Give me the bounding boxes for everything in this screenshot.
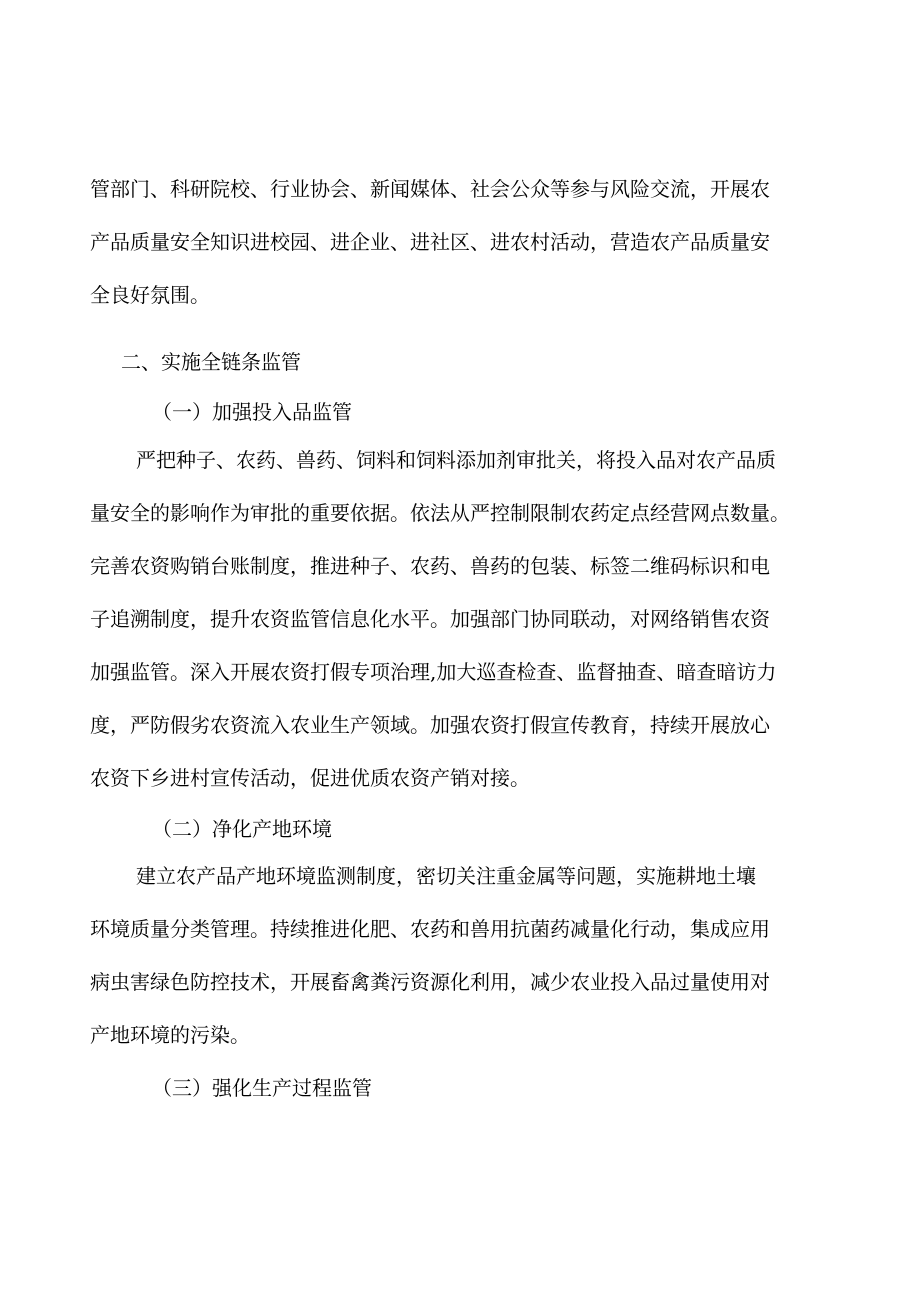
subsection-1-line-7: 农资下乡进村宣传活动，促进优质农资产销对接。 (90, 766, 530, 790)
subsection-2-heading: （二）净化产地环境 (152, 817, 332, 841)
subsection-3-heading: （三）强化生产过程监管 (152, 1076, 372, 1100)
subsection-1-heading: （一）加强投入品监管 (152, 400, 352, 424)
subsection-1-line-1: 严把种子、农药、兽药、饲料和饲料添加剂审批关，将投入品对农产品质 (136, 448, 776, 472)
intro-line-1: 管部门、科研院校、行业协会、新闻媒体、社会公众等参与风险交流，开展农 (90, 177, 770, 201)
subsection-2-line-1: 建立农产品产地环境监测制度，密切关注重金属等问题，实施耕地土壤 (136, 864, 756, 888)
subsection-2-line-4: 产地环境的污染。 (90, 1023, 250, 1047)
subsection-2-line-2: 环境质量分类管理。持续推进化肥、农药和兽用抗菌药减量化行动，集成应用 (90, 917, 770, 941)
subsection-1-line-2: 量安全的影响作为审批的重要依据。依法从严控制限制农药定点经营网点数量。 (90, 501, 790, 525)
intro-line-2: 产品质量安全知识进校园、进企业、进社区、进农村活动，营造农产品质量安 (90, 230, 770, 254)
subsection-1-line-3: 完善农资购销台账制度，推进种子、农药、兽药的包装、标签二维码标识和电 (90, 554, 770, 578)
subsection-1-line-5: 加强监管。深入开展农资打假专项治理,加大巡查检查、监督抽查、暗查暗访力 (90, 660, 777, 684)
intro-line-3: 全良好氛围。 (90, 283, 210, 307)
subsection-1-line-4: 子追溯制度，提升农资监管信息化水平。加强部门协同联动，对网络销售农资 (90, 607, 770, 631)
subsection-1-line-6: 度，严防假劣农资流入农业生产领域。加强农资打假宣传教育，持续开展放心 (90, 713, 770, 737)
section-heading: 二、实施全链条监管 (121, 350, 301, 374)
subsection-2-line-3: 病虫害绿色防控技术，开展畜禽粪污资源化利用，减少农业投入品过量使用对 (90, 970, 770, 994)
